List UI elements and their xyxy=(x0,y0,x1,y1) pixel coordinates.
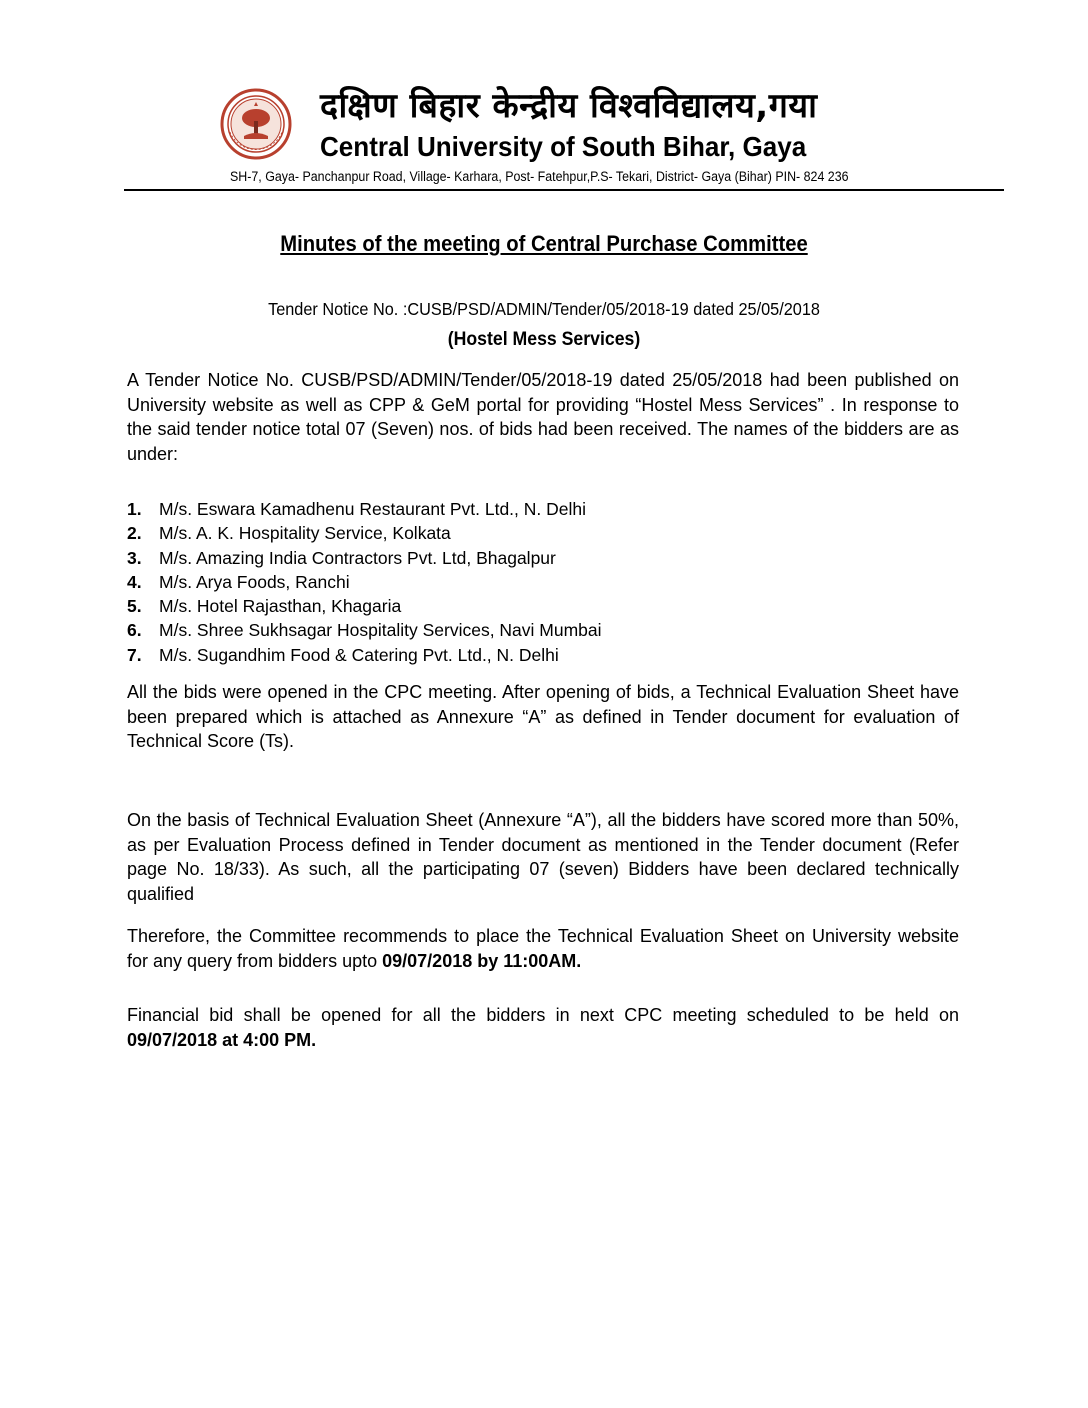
list-number: 7. xyxy=(127,644,142,665)
list-item xyxy=(127,618,602,642)
bidder-name: M/s. A. K. Hospitality Service, Kolkata xyxy=(159,523,451,544)
financial-bid-paragraph xyxy=(127,1003,959,1052)
tender-subject: (Hostel Mess Services) xyxy=(447,329,641,350)
bidder-name: M/s. Sugandhim Food & Catering Pvt. Ltd., N. Delhi xyxy=(159,644,559,665)
bidder-name: M/s. Amazing India Contractors Pvt. Ltd, Bhagalpur xyxy=(159,547,556,568)
bidders-list xyxy=(127,497,602,667)
evaluation-basis-paragraph: On the basis of Technical Evaluation Sheet (Annexure “A”), all the bidders have scored more than 50%, as per Evaluation Process defined in Tender document as mentioned in the Tender document (Refer page No. 18/33). As such, all the participating 07 (seven) Bidders have been declared technically qualified xyxy=(127,810,959,904)
bidder-name: M/s. Shree Sukhsagar Hospitality Services, Navi Mumbai xyxy=(159,620,602,641)
document-heading: Minutes of the meeting of Central Purchase Committee xyxy=(280,231,808,256)
list-number: 6. xyxy=(127,620,142,641)
tender-notice-number: Tender Notice No. :CUSB/PSD/ADMIN/Tender/05/2018-19 dated 25/05/2018 xyxy=(268,299,820,319)
list-item xyxy=(127,497,602,521)
university-name-hindi: दक्षिण बिहार केन्द्रीय विश्वविद्यालय,गया xyxy=(320,86,818,126)
bids-opened-paragraph: All the bids were opened in the CPC meeting. After opening of bids, a Technical Evaluation Sheet have been prepared which is attached as Annexure “A” as defined in Tender document for evaluation of Technical Score (Ts). xyxy=(127,682,959,751)
list-item xyxy=(127,643,602,667)
list-item xyxy=(127,521,602,545)
list-number: 5. xyxy=(127,596,142,617)
university-seal-icon xyxy=(220,88,292,160)
university-address: SH-7, Gaya- Panchanpur Road, Village- Karhara, Post- Fatehpur,P.S- Tekari, District- Gaya (Bihar) PIN- 824 236 xyxy=(230,169,849,184)
recommendation-paragraph xyxy=(127,924,959,973)
bidder-name: M/s. Hotel Rajasthan, Khagaria xyxy=(159,596,402,617)
list-number: 4. xyxy=(127,571,142,592)
list-number: 1. xyxy=(127,499,142,519)
header-divider xyxy=(124,189,1004,191)
list-number: 2. xyxy=(127,523,142,544)
bidder-name: M/s. Eswara Kamadhenu Restaurant Pvt. Ltd., N. Delhi xyxy=(159,499,586,519)
intro-paragraph: A Tender Notice No. CUSB/PSD/ADMIN/Tender/05/2018-19 dated 25/05/2018 had been published on University website as well as CPP & GeM portal for providing “Hostel Mess Services” . In response to the said tender notice total 07 (Seven) nos. of bids had been received. The names of the bidders are as under: xyxy=(127,370,959,464)
query-deadline: 09/07/2018 by 11:00AM. xyxy=(382,950,582,971)
recommendation-text: Therefore, the Committee recommends to place the Technical Evaluation Sheet on University website for any query from bidders upto xyxy=(127,926,959,971)
list-item xyxy=(127,594,602,618)
bidder-name: M/s. Arya Foods, Ranchi xyxy=(159,571,350,592)
list-number: 3. xyxy=(127,547,142,568)
financial-bid-text: Financial bid shall be opened for all the bidders in next CPC meeting scheduled to be held on xyxy=(127,1005,959,1025)
financial-bid-schedule: 09/07/2018 at 4:00 PM. xyxy=(127,1029,317,1050)
list-item xyxy=(127,546,602,570)
university-name-english: Central University of South Bihar, Gaya xyxy=(320,131,807,162)
list-item xyxy=(127,570,602,594)
